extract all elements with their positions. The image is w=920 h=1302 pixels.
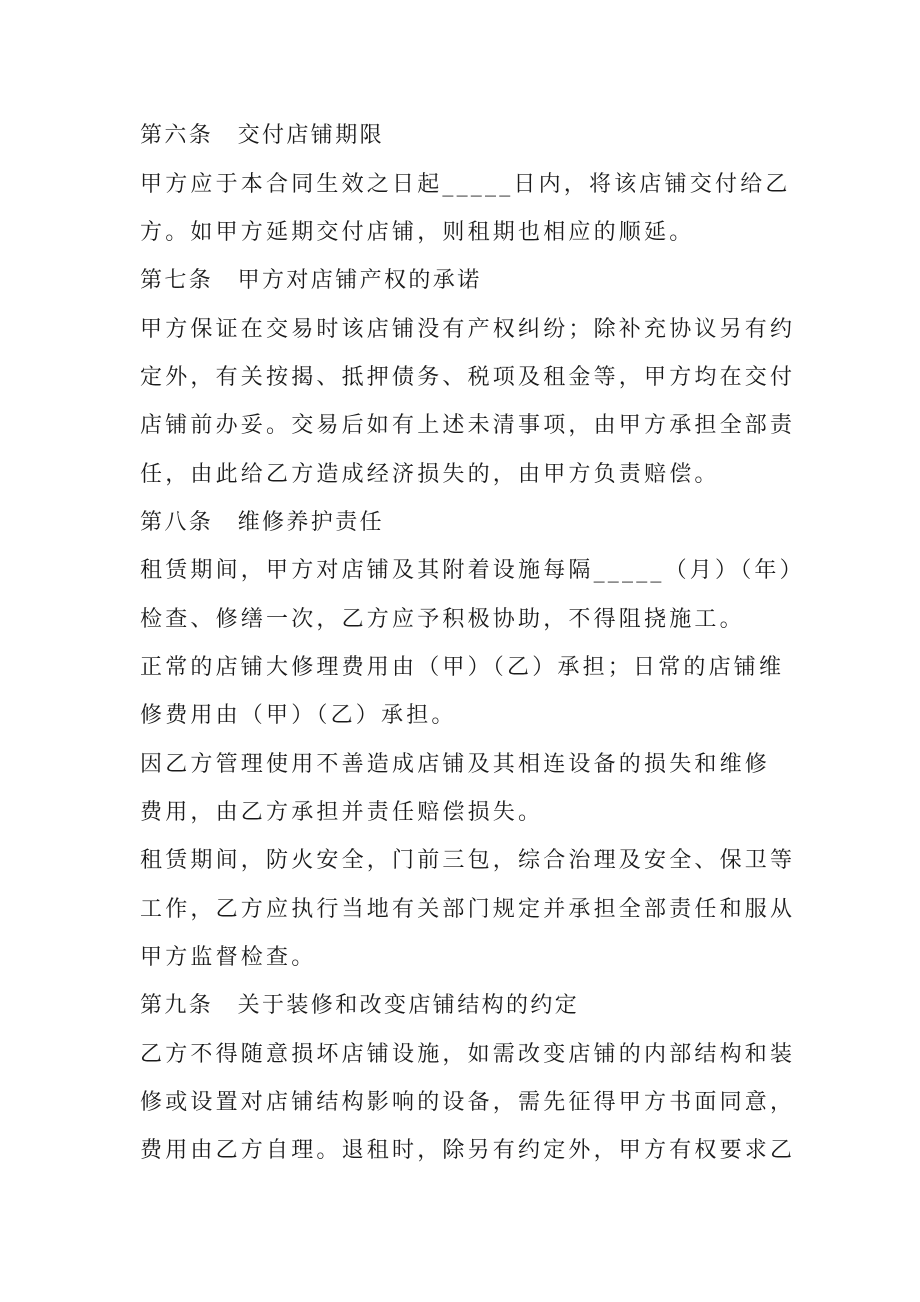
text-line: 乙方不得随意损坏店铺设施，如需改变店铺的内部结构和装 xyxy=(140,1042,796,1067)
text-line: 租赁期间，防火安全，门前三包，综合治理及安全、保卫等 xyxy=(140,848,796,873)
text-line: 因乙方管理使用不善造成店铺及其相连设备的损失和维修 xyxy=(140,752,771,777)
text-line: 修或设置对店铺结构影响的设备，需先征得甲方书面同意， xyxy=(140,1090,796,1115)
text-line: 甲方监督检查。 xyxy=(140,945,317,970)
text-line: 正常的店铺大修理费用由（甲）（乙）承担；日常的店铺维 xyxy=(140,655,785,680)
article-8-heading: 第八条 维修养护责任 xyxy=(140,510,385,535)
text-line: 费用，由乙方承担并责任赔偿损失。 xyxy=(140,800,544,825)
text-line: 修费用由（甲）（乙）承担。 xyxy=(140,703,457,728)
article-9-heading: 第九条 关于装修和改变店铺结构的约定 xyxy=(140,993,580,1018)
text-line: 方。如甲方延期交付店铺，则租期也相应的顺延。 xyxy=(140,220,695,245)
text-line: 甲方应于本合同生效之日起_____日内，将该店铺交付给乙 xyxy=(140,172,791,197)
text-line: 甲方保证在交易时该店铺没有产权纠纷；除补充协议另有约 xyxy=(140,317,796,342)
article-6-heading: 第六条 交付店铺期限 xyxy=(140,123,385,148)
text-line: 定外，有关按揭、抵押债务、税项及租金等，甲方均在交付 xyxy=(140,365,796,390)
text-line: 任，由此给乙方造成经济损失的，由甲方负责赔偿。 xyxy=(140,462,720,487)
text-line: 工作，乙方应执行当地有关部门规定并承担全部责任和服从 xyxy=(140,897,796,922)
text-line: 租赁期间，甲方对店铺及其附着设施每隔_____（月）（年） xyxy=(140,558,805,583)
text-line: 检查、修缮一次，乙方应予积极协助，不得阻挠施工。 xyxy=(140,607,745,632)
text-line: 费用由乙方自理。退租时，除另有约定外，甲方有权要求乙 xyxy=(140,1138,796,1163)
article-7-heading: 第七条 甲方对店铺产权的承诺 xyxy=(140,268,482,293)
text-line: 店铺前办妥。交易后如有上述未清事项，由甲方承担全部责 xyxy=(140,413,796,438)
